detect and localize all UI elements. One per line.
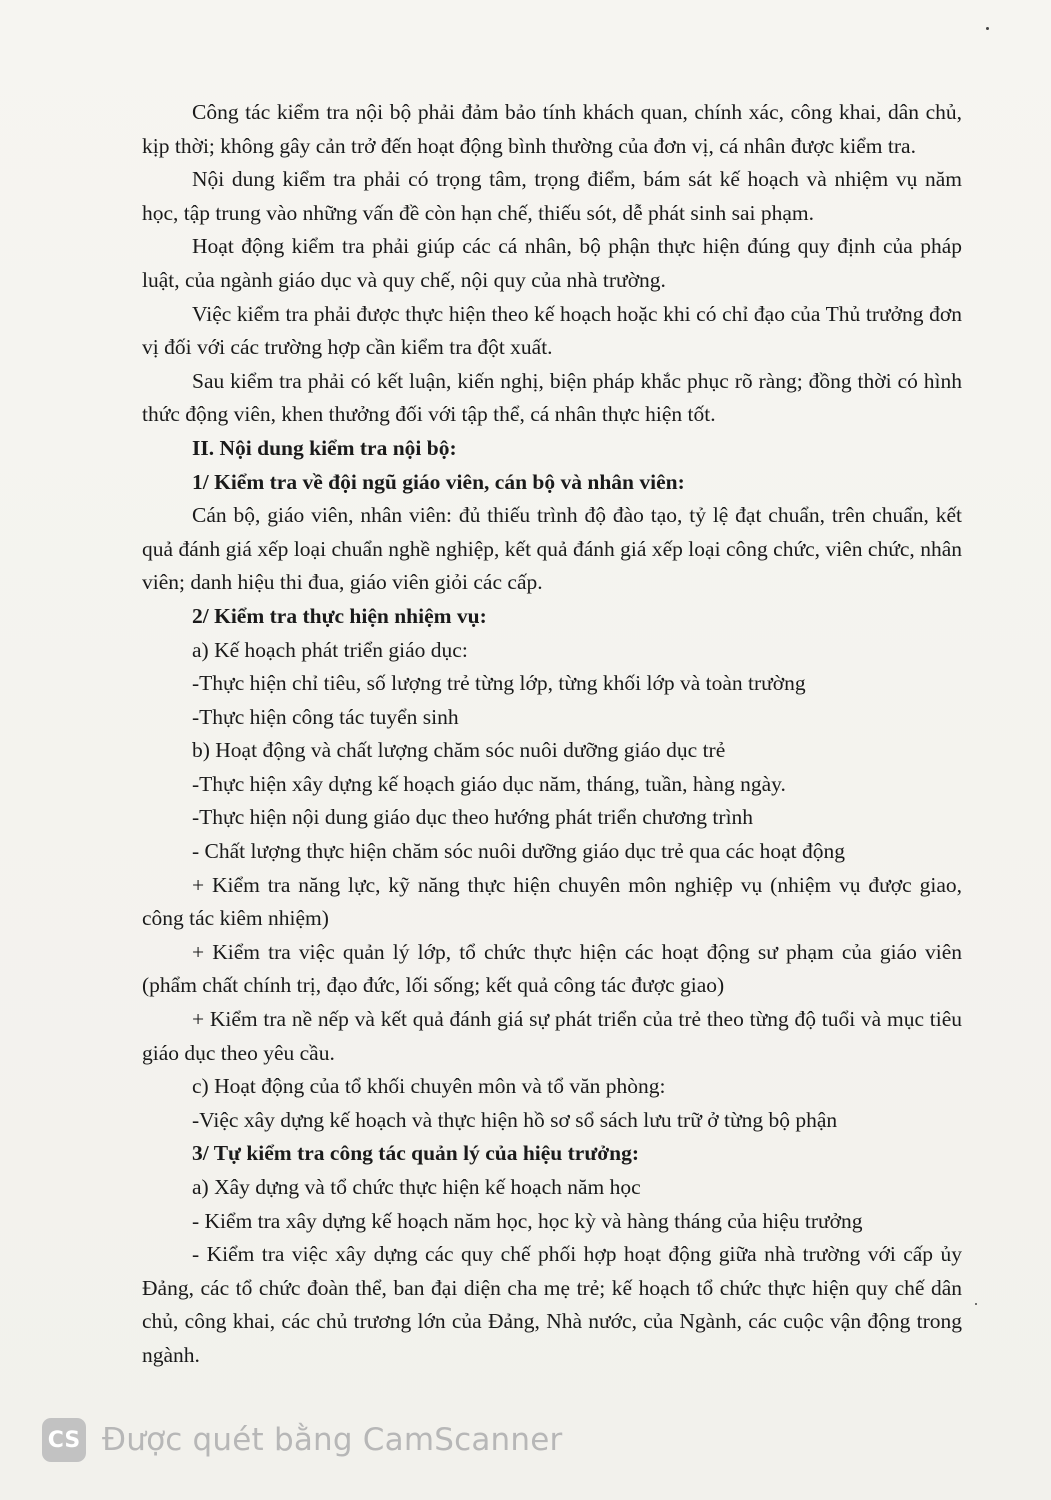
paragraph: + Kiểm tra việc quản lý lớp, tổ chức thực hiện các hoạt động sư phạm của giáo viên (phẩm chất chính trị, đạo đức, lối sống; kết quả công tác được giao) bbox=[142, 939, 962, 998]
paragraph: - Chất lượng thực hiện chăm sóc nuôi dưỡng giáo dục trẻ qua các hoạt động bbox=[192, 839, 845, 864]
camscanner-watermark bbox=[42, 1418, 562, 1462]
camscanner-logo-icon bbox=[42, 1418, 86, 1462]
paragraph: Việc kiểm tra phải được thực hiện theo kế hoạch hoặc khi có chỉ đạo của Thủ trưởng đơn vị đối với các trường hợp cần kiểm tra đột xuất. bbox=[142, 301, 962, 360]
paragraph: a) Kế hoạch phát triển giáo dục: bbox=[192, 637, 468, 662]
paragraph: c) Hoạt động của tổ khối chuyên môn và tổ văn phòng: bbox=[192, 1074, 666, 1099]
paragraph: -Việc xây dựng kế hoạch và thực hiện hồ sơ sổ sách lưu trữ ở từng bộ phận bbox=[192, 1107, 838, 1132]
paragraph: -Thực hiện xây dựng kế hoạch giáo dục năm, tháng, tuần, hàng ngày. bbox=[192, 771, 786, 796]
paragraph: -Thực hiện chỉ tiêu, số lượng trẻ từng lớp, từng khối lớp và toàn trường bbox=[192, 671, 806, 696]
paragraph: + Kiểm tra năng lực, kỹ năng thực hiện chuyên môn nghiệp vụ (nhiệm vụ được giao, công tác kiêm nhiệm) bbox=[142, 872, 962, 931]
paragraph: - Kiểm tra xây dựng kế hoạch năm học, học kỳ và hàng tháng của hiệu trưởng bbox=[192, 1208, 863, 1233]
paragraph: -Thực hiện công tác tuyển sinh bbox=[192, 704, 459, 729]
camscanner-logo-text: CS bbox=[47, 1427, 81, 1453]
paragraph: Công tác kiểm tra nội bộ phải đảm bảo tính khách quan, chính xác, công khai, dân chủ, kịp thời; không gây cản trở đến hoạt động bình thường của đơn vị, cá nhân được kiểm tra. bbox=[142, 100, 962, 158]
scan-speck bbox=[975, 1303, 977, 1305]
paragraph: Nội dung kiểm tra phải có trọng tâm, trọng điểm, bám sát kế hoạch và nhiệm vụ năm học, tập trung vào những vấn đề còn hạn chế, thiếu sót, dễ phát sinh sai phạm. bbox=[142, 167, 962, 225]
paragraph: b) Hoạt động và chất lượng chăm sóc nuôi dưỡng giáo dục trẻ bbox=[192, 738, 726, 763]
paragraph: Cán bộ, giáo viên, nhân viên: đủ thiếu trình độ đào tạo, tỷ lệ đạt chuẩn, trên chuẩn, kết quả đánh giá xếp loại chuẩn nghề nghiệp, kết quả đánh giá xếp loại công chức, viên chức, nhân viên; danh hiệu thi đua, giáo viên giỏi các cấp. bbox=[142, 503, 962, 595]
scan-speck bbox=[986, 27, 989, 30]
paragraph: Hoạt động kiểm tra phải giúp các cá nhân, bộ phận thực hiện đúng quy định của pháp luật, của ngành giáo dục và quy chế, nội quy của nhà trường. bbox=[142, 234, 962, 292]
paragraph: -Thực hiện nội dung giáo dục theo hướng phát triển chương trình bbox=[192, 805, 754, 830]
section-heading: II. Nội dung kiểm tra nội bộ: bbox=[192, 435, 457, 460]
document-body bbox=[142, 96, 962, 1373]
section-heading: 1/ Kiểm tra về đội ngũ giáo viên, cán bộ và nhân viên: bbox=[192, 469, 685, 494]
paragraph: + Kiểm tra nề nếp và kết quả đánh giá sự phát triển của trẻ theo từng độ tuổi và mục tiêu giáo dục theo yêu cầu. bbox=[142, 1007, 962, 1065]
paragraph: Sau kiểm tra phải có kết luận, kiến nghị, biện pháp khắc phục rõ ràng; đồng thời có hình thức động viên, khen thưởng đối với tập thể, cá nhân thực hiện tốt. bbox=[142, 368, 962, 427]
watermark-text: Được quét bằng CamScanner bbox=[102, 1422, 563, 1458]
section-heading: 3/ Tự kiểm tra công tác quản lý của hiệu trưởng: bbox=[192, 1141, 640, 1166]
paragraph: - Kiểm tra việc xây dựng các quy chế phối hợp hoạt động giữa nhà trường với cấp ủy Đảng, các tổ chức đoàn thể, ban đại diện cha mẹ trẻ; kế hoạch tổ chức thực hiện quy chế dân chủ, công khai, các chủ trương lớn của Đảng, Nhà nước, của Ngành, các cuộc vận động trong ngành. bbox=[142, 1242, 962, 1367]
section-heading: 2/ Kiểm tra thực hiện nhiệm vụ: bbox=[192, 603, 487, 628]
paragraph: a) Xây dựng và tổ chức thực hiện kế hoạch năm học bbox=[192, 1175, 641, 1199]
